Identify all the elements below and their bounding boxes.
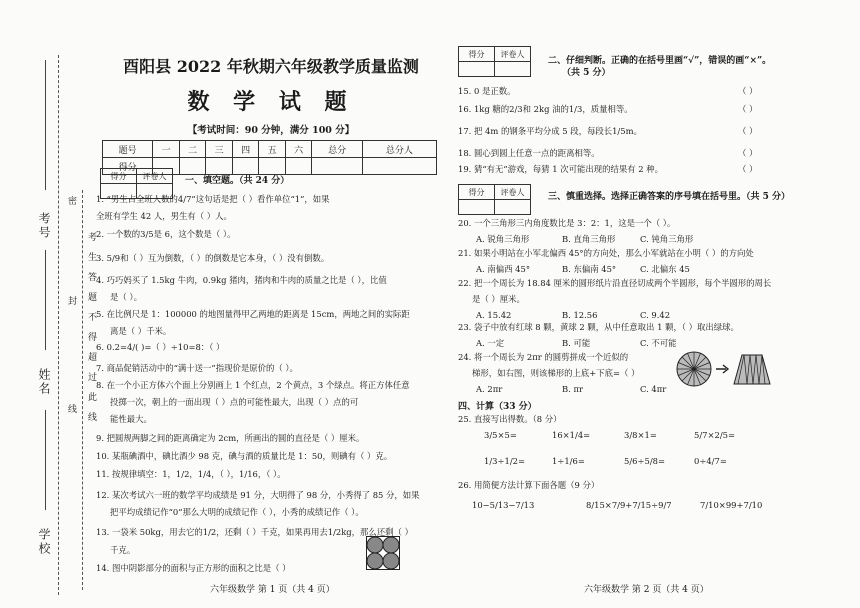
- section1-question-line: 13. 一袋米 50kg，用去它的1/2，还剩（ ）千克，如果再用去1/2kg，那么还剩（ ）: [96, 527, 413, 537]
- calc-item: 16×1/4=: [552, 430, 591, 440]
- calc-item: 5/7×2/5=: [694, 430, 735, 440]
- section2-question: 17. 把 4m 的钢条平均分成 5 段，每段长1/5m。: [458, 126, 642, 136]
- exam-number-line: [45, 60, 46, 190]
- section2-question: 18. 圆心到圆上任意一点的距离相等。: [458, 148, 600, 158]
- shaded-circles-figure: [366, 536, 400, 570]
- score-cell[interactable]: [285, 158, 312, 175]
- section3-question: 22. 把一个周长为 18.84 厘米的圆形纸片沿直径切成两个半圆形，每个半圆形的周长: [458, 278, 772, 288]
- grader-label: 评卷人: [137, 169, 173, 184]
- score-header: 二: [179, 141, 206, 158]
- section3-title: 三、慎重选择。选择正确答案的序号填在括号里。（共 5 分）: [548, 192, 791, 202]
- section1-question-line: 14. 图中阴影部分的面积与正方形的面积之比是（ ）: [96, 563, 291, 573]
- simplify-item: 7/10×99+7/10: [700, 500, 763, 510]
- simplify-item: 8/15×7/9+7/15÷9/7: [586, 500, 672, 510]
- section3-question: 24. 将一个周长为 2πr 的圆剪拼成一个近似的: [458, 352, 629, 362]
- warning-char: 过: [86, 372, 96, 381]
- section1-question-line: 能性最大。: [110, 414, 152, 424]
- option-a: A. 南偏西 45°: [476, 264, 531, 274]
- exam-number-label: 考号: [37, 212, 51, 240]
- school-label: 学校: [37, 528, 51, 556]
- calc-item: 1/3÷1/2=: [484, 456, 525, 466]
- answer-bracket: （ ）: [738, 164, 758, 174]
- option-c: C. 不可能: [640, 338, 677, 348]
- section1-question-line: 1. “男生占全班人数的4/7”这句话是把（ ）看作单位“1”，如果: [96, 194, 330, 204]
- section1-question-line: 7. 商品促销活动中的“满十送一”指现价是原价的（ ）。: [96, 363, 298, 373]
- name-label: 姓名: [37, 368, 51, 396]
- score-header: 五: [259, 141, 286, 158]
- seal-char-2: 封: [66, 296, 76, 305]
- answer-bracket: （ ）: [738, 86, 758, 96]
- subject-title: 数 学 试 题: [187, 89, 355, 115]
- section1-question-line: 全班有学生 42 人，男生有（ ）人。: [96, 211, 232, 221]
- section2-question: 16. 1kg 糖的2/3和 2kg 油的1/3，质量相等。: [458, 104, 633, 114]
- score-header: 题号: [103, 141, 153, 158]
- footer-left: 六年级数学 第 1 页（共 4 页）: [210, 585, 335, 595]
- calc-item: 5/6÷5/8=: [624, 456, 665, 466]
- calc-item: 0÷4/7=: [694, 456, 727, 466]
- section1-question-line: 2. 一个数的3/5是 6，这个数是（ ）。: [96, 229, 236, 239]
- grader-box-3: [458, 184, 531, 215]
- grader-label: 评卷人: [495, 47, 531, 62]
- section4-title: 四、计算（33 分）: [458, 402, 537, 412]
- circle-trapezoid-figure: [676, 350, 772, 388]
- score-header: 总分: [312, 141, 362, 158]
- option-a: A. 15.42: [476, 310, 512, 320]
- section1-question-line: 9. 把圆规两脚之间的距离确定为 2cm，所画出的圆的直径是（ ）厘米。: [96, 433, 365, 443]
- section1-question-line: 11. 按规律填空：1，1/2，1/4，（ ），1/16，（ ）。: [96, 469, 286, 479]
- option-a: A. 一定: [476, 338, 505, 348]
- warning-char: 得: [86, 332, 96, 341]
- option-b: B. 直角三角形: [562, 234, 616, 244]
- warning-char: 题: [86, 292, 96, 301]
- warning-char: 超: [86, 352, 96, 361]
- section3-question-cont: 是（ ）厘米。: [472, 294, 525, 304]
- section1-question-line: 5. 在比例尺是 1：100000 的地图量得甲乙两地的距离是 15cm，两地之间的实际距: [96, 309, 410, 319]
- seal-line-outer: [58, 55, 59, 595]
- warning-char: 线: [86, 412, 96, 421]
- calc-item: 1÷1/6=: [552, 456, 585, 466]
- warning-char: 生: [86, 252, 96, 261]
- section3-question: 21. 如果小明站在小军北偏西 45°的方向处，那么小军就站在小明（ ）的方向处: [458, 248, 754, 258]
- grader-name-cell[interactable]: [495, 62, 531, 77]
- answer-bracket: （ ）: [738, 126, 758, 136]
- section1-question-line: 3. 5/9和（ ）互为倒数，（ ）的倒数是它本身，（ ）没有倒数。: [96, 253, 330, 263]
- score-cell[interactable]: [259, 158, 286, 175]
- option-c: C. 钝角三角形: [640, 234, 694, 244]
- score-header: 四: [232, 141, 259, 158]
- name-line: [45, 250, 46, 350]
- score-row-label: 得分: [103, 158, 153, 175]
- option-a: A. 锐角三角形: [476, 234, 530, 244]
- q25-prompt: 25. 直接写出得数。（8 分）: [458, 414, 562, 424]
- section2-question: 19. 猜“有无”游戏，每猜 1 次可能出现的结果有 2 种。: [458, 164, 663, 174]
- option-c: C. 9.42: [640, 310, 671, 320]
- option-b: B. 东偏南 45°: [562, 264, 617, 274]
- q26-prompt: 26. 用简便方法计算下面各题（9 分）: [458, 480, 600, 490]
- option-b: B. 12.56: [562, 310, 598, 320]
- footer-right: 六年级数学 第 2 页（共 4 页）: [584, 585, 709, 595]
- section1-question-line: 12. 某次考试六一班的数学平均成绩是 91 分，大明得了 98 分，小秀得了 85 分，如果: [96, 490, 420, 500]
- score-header: 三: [206, 141, 233, 158]
- seal-char-3: 线: [66, 404, 76, 413]
- score-cell[interactable]: [312, 158, 362, 175]
- exam-title: 酉阳县 2022 年秋期六年级教学质量监测: [123, 57, 419, 76]
- grader-score-label: 得分: [459, 185, 495, 200]
- score-cell[interactable]: [362, 158, 436, 175]
- warning-char: 不: [86, 312, 96, 321]
- score-cell[interactable]: [232, 158, 259, 175]
- time-info: 【考试时间：90 分钟，满分 100 分】: [187, 125, 355, 136]
- grader-box-2: [458, 46, 531, 77]
- grader-score-cell[interactable]: [459, 200, 495, 215]
- simplify-item: 10−5/13−7/13: [472, 500, 535, 510]
- score-header: 六: [285, 141, 312, 158]
- calc-item: 3/8×1=: [624, 430, 657, 440]
- grader-score-label: 得分: [459, 47, 495, 62]
- score-cell[interactable]: [206, 158, 233, 175]
- school-line: [45, 410, 46, 510]
- option-a: A. 2πr: [476, 384, 503, 394]
- section1-question-line: 离是（ ）千米。: [110, 326, 172, 336]
- option-c: C. 4πr: [640, 384, 667, 394]
- grader-name-cell[interactable]: [495, 200, 531, 215]
- section2-question: 15. 0 是正数。: [458, 86, 516, 96]
- option-b: B. πr: [562, 384, 583, 394]
- option-c: C. 北偏东 45: [640, 264, 690, 274]
- option-b: B. 可能: [562, 338, 591, 348]
- warning-char: 答: [86, 272, 96, 281]
- score-header: 一: [153, 141, 180, 158]
- grader-label: 评卷人: [495, 185, 531, 200]
- section1-question-line: 千克。: [110, 545, 136, 555]
- section3-question-cont: 梯形，如右图，则该梯形的上底+下底=（ ）: [472, 368, 640, 378]
- section2-title: 二、仔细判断。正确的在括号里画“√”，错误的画“×”。: [548, 56, 772, 66]
- left-page: [92, 52, 432, 175]
- section1-question-line: 6. 0.2=4/( )=（ ）÷10=8：（ ）: [96, 342, 225, 352]
- answer-bracket: （ ）: [738, 148, 758, 158]
- warning-char: 考: [86, 232, 96, 241]
- grader-score-cell[interactable]: [459, 62, 495, 77]
- calc-item: 3/5×5=: [484, 430, 517, 440]
- section1-question-line: 10. 某瓶碘酒中，碘比酒少 98 克，碘与酒的质量比是 1：50，则碘有（ ）克。: [96, 451, 393, 461]
- section1-question-line: 8. 在一个小正方体六个面上分别画上 1 个红点，2 个黄点，3 个绿点。将正方体任意: [96, 380, 410, 390]
- seal-char-1: 密: [66, 196, 76, 205]
- section2-subtitle: （共 5 分）: [562, 68, 611, 78]
- score-cell[interactable]: [179, 158, 206, 175]
- seal-line-inner: [82, 190, 83, 590]
- score-header: 总分人: [362, 141, 436, 158]
- section1-question-line: 把平均成绩记作“0”那么大明的成绩记作（ ），小秀的成绩记作（ ）。: [110, 507, 364, 517]
- section1-title: 一、填空题。（共 24 分）: [185, 176, 290, 186]
- section1-question-line: 是（ ）。: [110, 292, 142, 302]
- answer-bracket: （ ）: [738, 104, 758, 114]
- section1-question-line: 投掷一次，朝上的一面出现（ ）点的可能性最大，出现（ ）点的可: [110, 397, 359, 407]
- section3-question: 23. 袋子中放有红球 8 颗，黄球 2 颗，从中任意取出 1 颗，（ ）取出绿球。: [458, 322, 739, 332]
- score-table-header-row: [103, 141, 437, 158]
- warning-char: 此: [86, 392, 96, 401]
- section3-question: 20. 一个三角形三内角度数比是 3：2：1，这是一个（ ）。: [458, 218, 676, 228]
- section1-question-line: 4. 巧巧妈买了 1.5kg 牛肉，0.9kg 猪肉，猪肉和牛肉的质量之比是（ ），比值: [96, 275, 387, 285]
- grader-score-label: 得分: [101, 169, 137, 184]
